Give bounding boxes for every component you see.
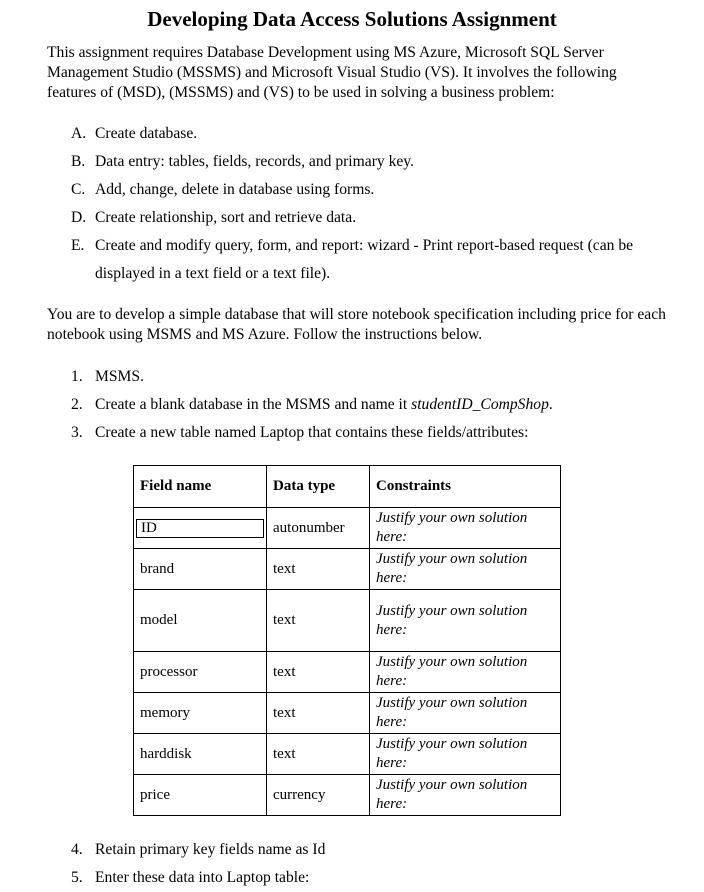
step-text-before: Create a blank database in the MSMS and name it	[95, 396, 412, 413]
constraint-cell: Justify your own solution here:	[370, 549, 561, 590]
list-marker: D.	[71, 209, 87, 226]
table-row	[134, 775, 561, 816]
table-row	[134, 734, 561, 775]
list-item-text: Add, change, delete in database using forms.	[95, 181, 375, 198]
list-item-text: Create and modify query, form, and report: wizard - Print report-based request (can be displayed in a text field or a text file).	[95, 237, 634, 282]
list-item-text: Data entry: tables, fields, records, and primary key.	[95, 153, 414, 170]
list-item	[71, 232, 661, 288]
page-title: Developing Data Access Solutions Assignment	[147, 7, 557, 31]
field-name-cell: harddisk	[134, 734, 267, 775]
list-marker: E.	[71, 237, 85, 254]
list-marker: C.	[71, 181, 86, 198]
field-name-cell: model	[134, 590, 267, 652]
list-marker: 3.	[71, 424, 83, 441]
database-name: studentID_CompShop	[411, 396, 549, 413]
list-marker: 2.	[71, 396, 83, 413]
list-item	[71, 148, 661, 176]
constraint-cell: Justify your own solution here:	[370, 734, 561, 775]
field-name-cell	[134, 508, 267, 549]
data-type-cell: text	[267, 652, 370, 693]
list-item	[71, 419, 661, 447]
header-data-type: Data type	[267, 466, 370, 508]
table-header-row	[134, 466, 561, 508]
list-item	[71, 176, 661, 204]
table-row	[134, 590, 561, 652]
intro-paragraph: This assignment requires Database Development using MS Azure, Microsoft SQL Server Management Studio (MSSMS) and Microsoft Visual Studio (VS). It involves the following features of (MSD), (MSSMS) and (VS) to be used in solving a business problem:	[47, 44, 617, 101]
header-field-name: Field name	[134, 466, 267, 508]
list-item-text: Create relationship, sort and retrieve data.	[95, 209, 357, 226]
list-item	[71, 363, 661, 391]
field-name-box: ID	[136, 519, 264, 538]
list-item	[71, 836, 661, 864]
data-type-cell: text	[267, 734, 370, 775]
data-type-cell: autonumber	[267, 508, 370, 549]
constraint-cell: Justify your own solution here:	[370, 652, 561, 693]
step-text-after: .	[548, 396, 553, 413]
constraint-cell: Justify your own solution here:	[370, 508, 561, 549]
field-name-cell: price	[134, 775, 267, 816]
list-item-text: Enter these data into Laptop table:	[95, 869, 310, 886]
list-marker: B.	[71, 153, 86, 170]
list-item	[71, 864, 661, 892]
data-type-cell: text	[267, 549, 370, 590]
field-name-cell: processor	[134, 652, 267, 693]
table-row	[134, 652, 561, 693]
list-item-text: Retain primary key fields name as Id	[95, 841, 326, 858]
field-name-cell: memory	[134, 693, 267, 734]
description-paragraph: You are to develop a simple database that will store notebook specification including price for each notebook using MSMS and MS Azure. Follow the instructions below.	[47, 306, 666, 343]
list-marker: 5.	[71, 869, 83, 886]
constraint-cell: Justify your own solution here:	[370, 693, 561, 734]
fields-table	[133, 465, 561, 816]
list-item	[71, 204, 661, 232]
constraint-cell: Justify your own solution here:	[370, 775, 561, 816]
data-type-cell: text	[267, 590, 370, 652]
data-type-cell: text	[267, 693, 370, 734]
table-row	[134, 549, 561, 590]
header-constraints: Constraints	[370, 466, 561, 508]
list-item	[71, 391, 661, 419]
list-item-text: Create database.	[95, 125, 198, 142]
list-item	[71, 120, 661, 148]
table-row	[134, 693, 561, 734]
field-name-cell: brand	[134, 549, 267, 590]
list-item-text: MSMS.	[95, 368, 144, 385]
list-marker: A.	[71, 125, 87, 142]
features-list	[71, 120, 661, 288]
data-type-cell: currency	[267, 775, 370, 816]
list-item-text	[95, 391, 661, 419]
steps-list	[71, 363, 661, 447]
list-marker: 4.	[71, 841, 83, 858]
list-item-text: Create a new table named Laptop that contains these fields/attributes:	[95, 424, 529, 441]
list-marker: 1.	[71, 368, 83, 385]
table-row	[134, 508, 561, 549]
constraint-cell: Justify your own solution here:	[370, 590, 561, 652]
